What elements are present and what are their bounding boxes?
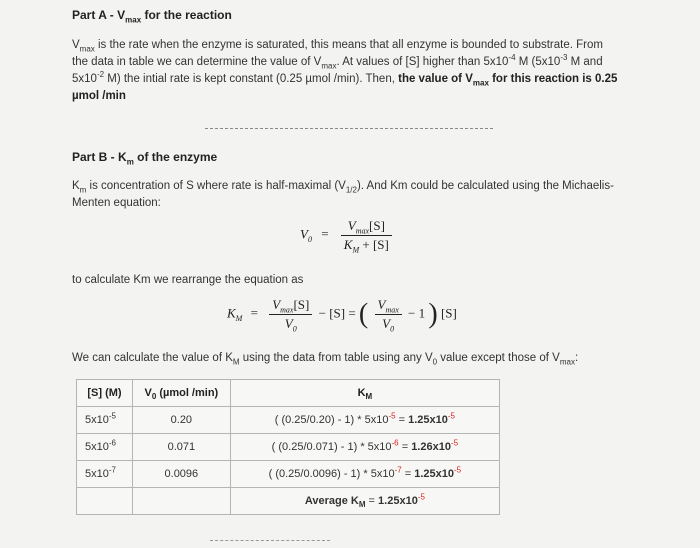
- km-rearranged-equation: $K_M$ = $\frac{V_{max}[S]}{V_0}$ − [S] = ( $\frac{V_{max}}{V_0}$ − 1 ) [S]: [227, 297, 457, 334]
- cell-km: ( $(0.25/0.20) - 1) * 5x10^{-5} = 1.25x10^{-5}$: [230, 407, 499, 434]
- table-row: [77, 434, 500, 461]
- header-km: $K_M$: [230, 380, 499, 407]
- michaelis-menten-equation: $V_0$ = $\frac{V_{max}[S]}{K_M + [S]}$: [300, 218, 395, 253]
- cell-v0: 0.0096: [132, 461, 230, 488]
- part-a-paragraph: $V_{max}$ is the rate when the enzyme is saturated, this means that all enzyme is bounded to substrate. From the data in table we can determine the value of $V_{max}$. At values of [S] higher than $5x10^{-4}$ M ($5x10^{-3}$ M and $5x10^{-2}$ M) the intial rate is kept constant (0.25 µmol /min). Then, the value of $V_{max}$ for this reaction is 0.25 µmol /min: [72, 39, 618, 102]
- table-average-row: [77, 488, 500, 515]
- cell-average-km: Average $K_M = 1.25x10^{-5}$: [230, 488, 499, 515]
- km-data-table: [76, 379, 500, 515]
- section-divider: [205, 128, 493, 129]
- table-row: [77, 407, 500, 434]
- cell-substrate: $5x10^{-6}$: [77, 434, 133, 461]
- header-v0: $V_0$ (µmol /min): [132, 380, 230, 407]
- cell-v0: 0.20: [132, 407, 230, 434]
- bottom-divider: [210, 540, 330, 545]
- cell-substrate: $5x10^{-5}$: [77, 407, 133, 434]
- table-row: [77, 461, 500, 488]
- cell-substrate: $5x10^{-7}$: [77, 461, 133, 488]
- header-substrate: [S] (M): [77, 380, 133, 407]
- table-header-row: [77, 380, 500, 407]
- cell-empty: [132, 488, 230, 515]
- cell-v0: 0.071: [132, 434, 230, 461]
- cell-km: ( $(0.25/0.0096) - 1) * 5x10^{-7} = 1.25x10^{-5}$: [230, 461, 499, 488]
- rearrange-text: to calculate Km we rearrange the equation as: [72, 274, 304, 286]
- part-b-paragraph: $K_m$ is concentration of S where rate is half-maximal $(V_{1/2})$. And Km could be calculated using the Michaelis- Menten equation:: [72, 180, 614, 209]
- cell-empty: [77, 488, 133, 515]
- part-a-heading: Part A - $V_{max}$ for the reaction: [72, 8, 232, 25]
- calc-text: We can calculate the value of $K_M$ using the data from table using any $V_0$ value except those of $V_{max}$:: [72, 352, 579, 367]
- part-b-heading: Part B - $K_m$ of the enzyme: [72, 150, 218, 167]
- cell-km: ( $(0.25/0.071) - 1) * 5x10^{-6} = 1.26x10^{-5}$: [230, 434, 499, 461]
